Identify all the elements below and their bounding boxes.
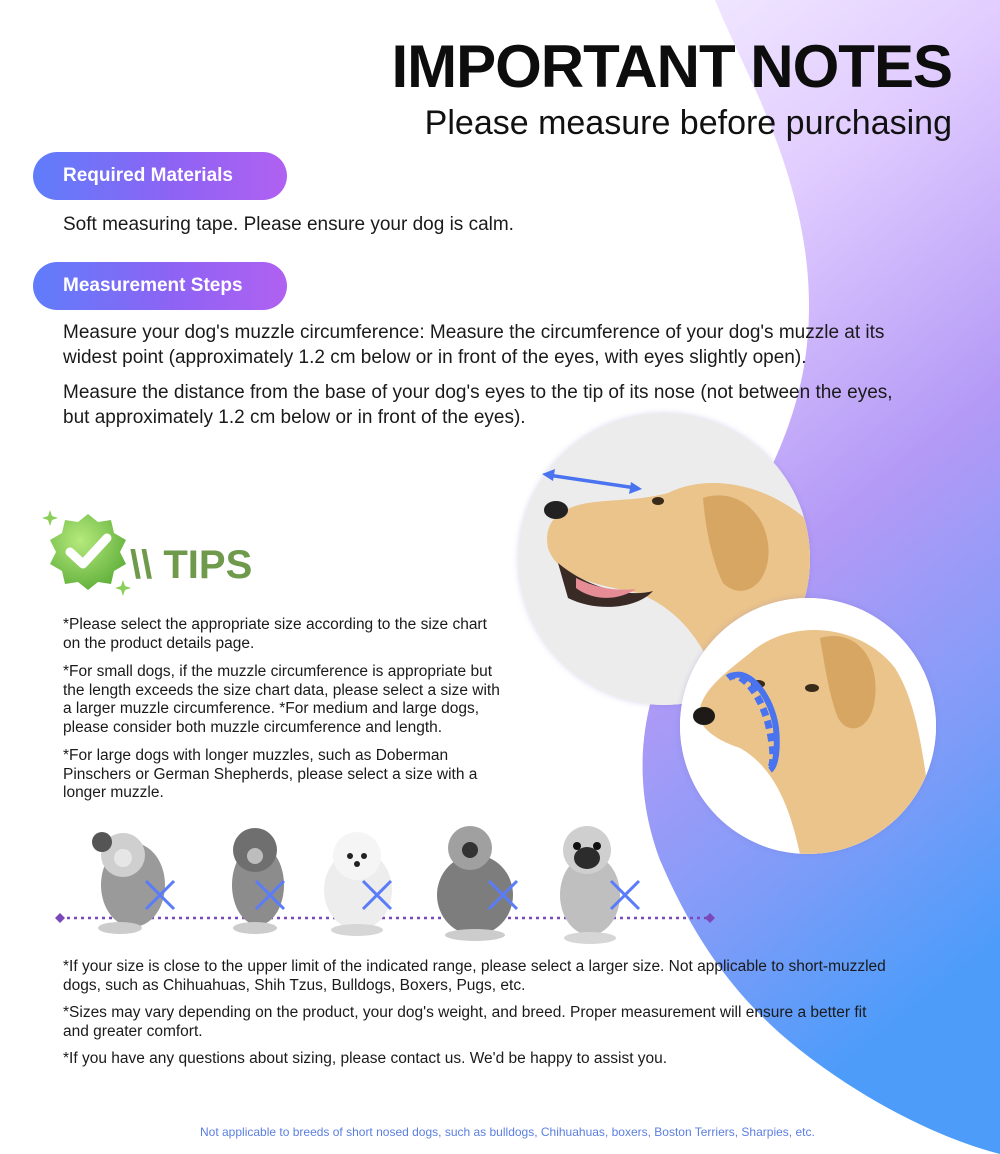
steps-paragraph-1 [63, 320, 884, 370]
tip-item [63, 747, 518, 803]
tip-line: *For large dogs with longer muzzles, such as Doberman [63, 747, 449, 764]
tip-line: the length exceeds the size chart data, please select a size with [63, 681, 500, 699]
tips-title: \\ TIPS [130, 543, 253, 587]
steps-paragraph-1-line-2: widest point (approximately 1.2 cm below or in front of the eyes, with eyes slightly open). [63, 347, 807, 368]
tip-line: *For small dogs, if the muzzle circumference is appropriate but [63, 663, 493, 680]
footer-disclaimer: Not applicable to breeds of short nosed dogs, such as bulldogs, Chihuahuas, boxers, Boston Terriers, Sharpies, etc. [200, 1125, 815, 1139]
materials-text: Soft measuring tape. Please ensure your dog is calm. [63, 214, 514, 235]
note-line: *Sizes may vary depending on the product, your dog's weight, and breed. Proper measurement will ensure a better fit [63, 1004, 867, 1021]
tip-line: *Please select the appropriate size according to the size chart [63, 616, 487, 633]
pomeranian-dog-image [324, 832, 392, 936]
steps-paragraph-2 [63, 380, 893, 430]
short-muzzle-breeds-row [55, 820, 720, 950]
tip-line: a larger muzzle circumference. *For medium and large dogs, [63, 700, 480, 717]
note-item [63, 957, 913, 995]
steps-paragraph-1-line-1: Measure your dog's muzzle circumference: Measure the circumference of your dog's muzzle at its [63, 322, 885, 343]
steps-paragraph-2-line-1: Measure the distance from the base of your dog's eyes to the tip of its nose (not between the eyes, [63, 382, 893, 403]
tip-line: longer muzzle. [63, 784, 164, 801]
note-line: *If you have any questions about sizing, please contact us. We'd be happy to assist you. [63, 1050, 668, 1067]
pekingese-dog-image [437, 826, 513, 941]
tip-line: please consider both muzzle circumference and length. [63, 718, 443, 736]
page-subtitle: Please measure before purchasing [424, 104, 952, 142]
measurement-steps-pill: Measurement Steps [33, 262, 287, 310]
tip-line: Pinschers or German Shepherds, please select a size with a [63, 765, 478, 783]
note-line: *If your size is close to the upper limit of the indicated range, please select a larger size. Not applicable to short-muzzled [63, 958, 886, 975]
tip-line: on the product details page. [63, 634, 255, 652]
tip-item [63, 616, 518, 653]
pug-dog-image [560, 826, 620, 944]
tip-item [63, 663, 518, 737]
steps-paragraph-2-line-2: but approximately 1.2 cm below or in front of the eyes). [63, 407, 526, 428]
note-item [63, 1049, 913, 1068]
note-item [63, 1003, 913, 1041]
length-arrow-icon [540, 465, 645, 495]
check-badge-icon [40, 502, 135, 602]
note-line: dogs, such as Chihuahuas, Shih Tzus, Bulldogs, Boxers, Pugs, etc. [63, 977, 526, 994]
dog-circumference-measurement-image [680, 598, 936, 854]
page-title: IMPORTANT NOTES [391, 33, 952, 100]
note-line: and greater comfort. [63, 1023, 203, 1040]
required-materials-pill: Required Materials [33, 152, 287, 200]
